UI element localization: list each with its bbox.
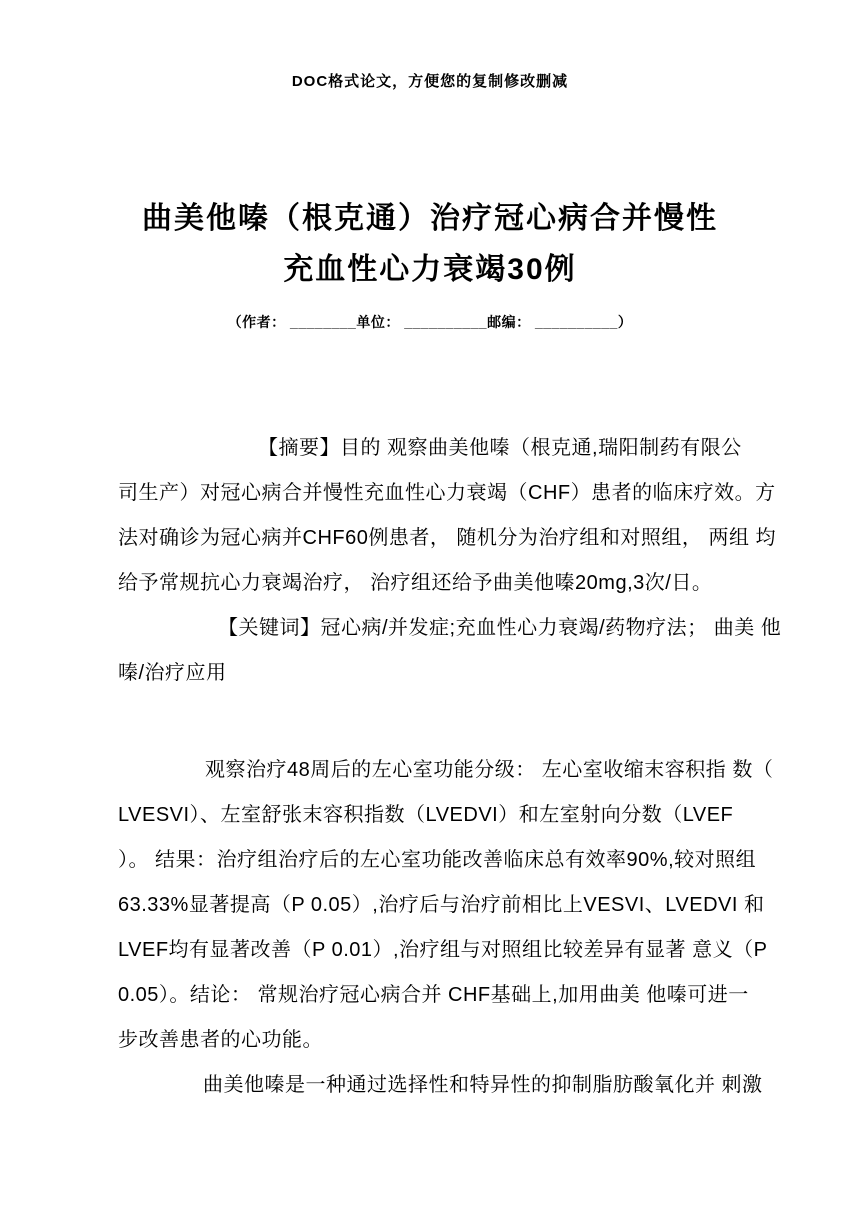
paragraph-mechanism — [118, 1063, 763, 1108]
author-affiliation-line: （作者： ________单位： __________邮编： __________） — [227, 314, 633, 330]
watermark-header-text: DOC格式论文，方便您的复制修改删减 — [291, 73, 569, 90]
text-line: 步改善患者的心功能。 — [118, 1029, 323, 1051]
document-body — [118, 426, 782, 1108]
text-line: 嗪/治疗应用 — [118, 662, 227, 684]
paragraph-results — [118, 748, 774, 1063]
text-line: 观察治疗48周后的左心室功能分级： 左心室收缩末容积指 数（ — [205, 759, 774, 781]
paragraph-abstract — [118, 426, 777, 606]
document-title-line-1: 曲美他嗪（根克通）治疗冠心病合并慢性 — [142, 202, 718, 235]
text-line: 【关键词】冠心病/并发症;充血性心力衰竭/药物疗法； 曲美 他 — [218, 617, 782, 639]
text-line: 给予常规抗心力衰竭治疗， 治疗组还给予曲美他嗪20mg,3次/日。 — [118, 572, 713, 594]
text-line: ）。 结果：治疗组治疗后的左心室功能改善临床总有效率90%,较对照组 — [118, 849, 757, 871]
text-line: 63.33%显著提高（P 0.05）,治疗后与治疗前相比上VESVI、LVEDVI 和 — [118, 894, 765, 916]
paragraph-keywords — [118, 606, 782, 696]
document-title — [0, 193, 860, 295]
text-line: 司生产）对冠心病合并慢性充血性心力衰竭（CHF）患者的临床疗效。方 — [118, 482, 776, 504]
text-line: 0.05）。结论： 常规治疗冠心病合并 CHF基础上,加用曲美 他嗪可进一 — [118, 984, 749, 1006]
text-line: 曲美他嗪是一种通过选择性和特异性的抑制脂肪酸氧化并 刺激 — [203, 1074, 763, 1096]
document-title-line-2: 充血性心力衰竭30例 — [283, 253, 577, 286]
text-line: LVESVI）、左室舒张末容积指数（LVEDVI）和左室射向分数（LVEF — [118, 804, 734, 826]
text-line: LVEF均有显著改善（P 0.01）,治疗组与对照组比较差异有显著 意义（P — [118, 939, 768, 961]
text-line: 【摘要】目的 观察曲美他嗪（根克通,瑞阳制药有限公 — [258, 437, 742, 459]
text-line: 法对确诊为冠心病并CHF60例患者， 随机分为治疗组和对照组， 两组 均 — [118, 527, 777, 549]
